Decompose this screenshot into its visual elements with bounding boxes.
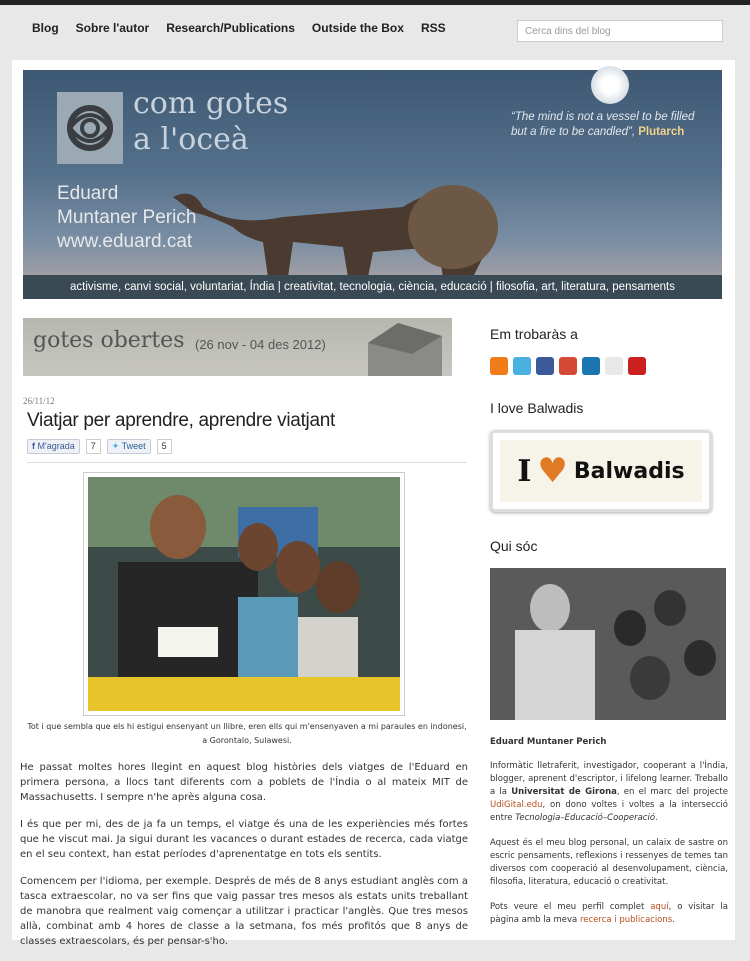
bio1-text-d: , on dono voltes i voltes a la intersecció entre [490, 800, 728, 823]
like-count: 7 [86, 439, 101, 454]
profile-link[interactable]: aquí [650, 902, 669, 912]
twitter-icon: ✦ [111, 441, 122, 451]
top-navigation [0, 5, 750, 55]
youtube-icon[interactable] [628, 357, 646, 375]
knot-icon [57, 92, 123, 164]
nav-link-research[interactable]: Research/Publications [166, 21, 295, 35]
facebook-icon: f [32, 441, 38, 451]
tweet-button[interactable] [107, 439, 151, 454]
profile-photo [490, 568, 726, 720]
blog-title-line1: com gotes [133, 86, 289, 121]
author-last-name: Muntaner Perich [57, 207, 197, 228]
post-paragraph-3: Comencem per l'idioma, per exemple. Després de més de 8 anys estudiant anglès com a tasca extraescolar, no va ser fins que vaig passar tres mesos als estats units treballant de manobra que realment vaig començar a utilitzar i practicar l'anglès. Que tres mesos allà, combinat amb 4 hores de classe a la setmana, fos més profitós que 8 anys de classes extraescolars, és per pensar-s'ho. [20, 876, 468, 947]
bio3-text-a: Pots veure el meu perfil complet [490, 902, 651, 912]
page-content [12, 60, 735, 947]
house-illustration [358, 318, 452, 376]
post-paragraph-2: I és que per mi, des de ja fa un temps, el viatge és una de les experiències més fortes que he viscut mai. Ja sigui durant les vacances o durant estades de recerca, cada viatge en el seu context, han estat períodes d'aprenentatge en tots els sentits. [20, 819, 468, 860]
like-label: M'agrada [37, 441, 75, 451]
bio1-text-c: , en el marc del projecte [616, 787, 728, 797]
post-paragraph-1: He passat moltes hores llegint en aquest blog històries dels viatges de l'Eduard en primera persona, a llocs tant diferents com a poblets de l'Índia o al mateix MIT de Massachusetts. I sempre n'he après alguna cosa. [20, 762, 468, 803]
quote-author: Plutarch [638, 126, 685, 138]
nav-links [32, 21, 446, 35]
tweet-label: Tweet [121, 441, 146, 451]
post-divider [27, 462, 467, 463]
facebook-icon[interactable] [536, 357, 554, 375]
balwadis-badge-inner [500, 440, 702, 502]
rss-icon[interactable] [490, 357, 508, 375]
facebook-like-button[interactable] [27, 439, 80, 454]
blog-header[interactable] [23, 70, 722, 299]
photo-caption: Tot i que sembla que els hi estigui ensenyant un llibre, eren ells qui m'ensenyaven a mi paraules en indonesi, a Gorontalo, Sulawesi. [27, 722, 467, 745]
banner-dates: (26 nov - 04 des 2012) [195, 337, 326, 352]
balwadis-i: I [517, 453, 532, 489]
author-website: www.eduard.cat [57, 231, 193, 252]
bio3-text-b: , o visitar la pàgina amb la meva [490, 902, 728, 925]
find-me-heading: Em trobaràs a [490, 326, 578, 342]
header-quote [511, 110, 711, 140]
profile-name: Eduard Muntaner Perich [490, 737, 607, 747]
bio-paragraph-1 [490, 760, 728, 825]
heart-icon: ♥ [537, 451, 568, 491]
share-buttons [27, 439, 172, 454]
post-title[interactable]: Viatjar per aprendre, aprendre viatjant [27, 410, 335, 431]
post-photo[interactable] [83, 472, 405, 716]
bio3-text-c: . [672, 915, 675, 925]
post-date: 26/11/12 [23, 396, 55, 406]
research-link[interactable]: recerca i publicacions [579, 915, 673, 925]
search-input[interactable] [517, 20, 723, 42]
photo-children-reading [88, 477, 400, 711]
blog-title [133, 86, 288, 158]
profile-bio [490, 760, 728, 939]
banner-title: gotes obertes [33, 328, 185, 353]
twitter-icon[interactable] [513, 357, 531, 375]
nav-link-rss[interactable]: RSS [420, 21, 446, 35]
gotes-obertes-banner[interactable] [23, 318, 452, 376]
header-tagline: activisme, canvi social, voluntariat, Índia | creativitat, tecnologia, ciència, educació | filosofia, art, literatura, pensaments [23, 275, 722, 299]
googleplus-icon[interactable] [559, 357, 577, 375]
bio1-text-f: . [655, 813, 658, 823]
post-body [20, 760, 468, 961]
moon-illustration [591, 66, 629, 104]
flickr-icon[interactable] [605, 357, 623, 375]
bio-paragraph-2: Aquest és el meu blog personal, un calaix de sastre on escric pensaments, reflexions i ressenyes de temes tan diversos com cooperació al desenvolupament, ciència, filosofia, literatura, educació o creativitat. [490, 838, 728, 887]
nav-link-blog[interactable]: Blog [32, 21, 59, 35]
author-first-name: Eduard [57, 183, 119, 204]
blog-title-line2: a l'oceà [133, 122, 249, 157]
tweet-count: 5 [157, 439, 172, 454]
who-am-i-heading: Qui sóc [490, 538, 538, 554]
bio1-topics: Tecnologia–Educació–Cooperació [515, 813, 656, 823]
bio1-text-a: Informàtic lletraferit, investigador, cooperant a l'Índia, blogger, aprenent d'escriptor, i lifelong learner. Treballo a la [490, 761, 728, 797]
love-balwadis-heading: I love Balwadis [490, 400, 584, 416]
balwadis-badge[interactable] [490, 430, 712, 512]
lion-illustration [173, 177, 503, 277]
nav-link-about[interactable]: Sobre l'autor [75, 21, 150, 35]
bio-paragraph-3 [490, 901, 728, 927]
social-icons [490, 357, 646, 375]
quote-text: “The mind is not a vessel to be filled but a fire to be candled”, [511, 111, 695, 138]
udigital-link[interactable]: UdiGital.edu [490, 800, 543, 810]
linkedin-icon[interactable] [582, 357, 600, 375]
bio1-university: Universitat de Girona [511, 787, 617, 797]
balwadis-word: Balwadis [573, 458, 685, 484]
nav-link-outside-the-box[interactable]: Outside the Box [311, 21, 404, 35]
